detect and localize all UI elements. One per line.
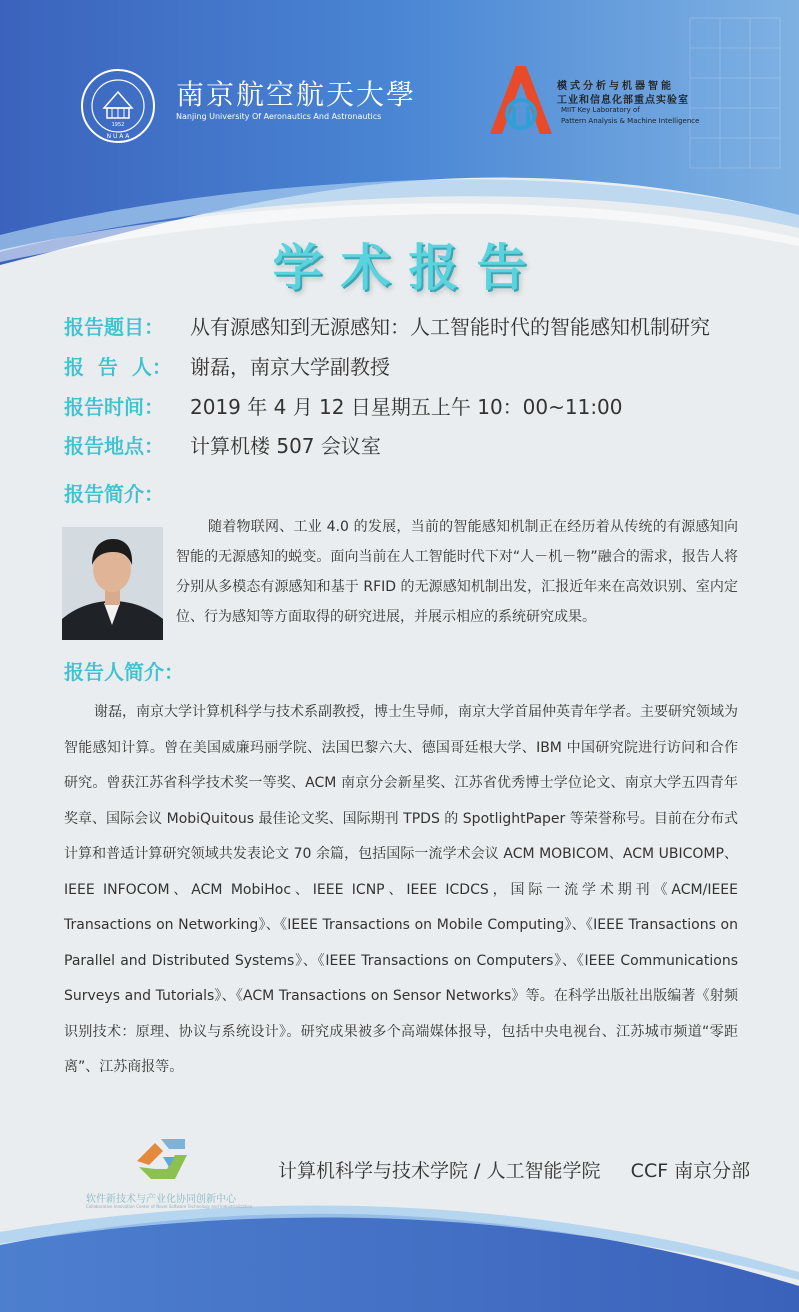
- field-topic-label: 报告题目：: [64, 315, 164, 339]
- field-time: [64, 391, 623, 420]
- field-topic: [64, 311, 710, 340]
- lab-name-en-line2: Pattern Analysis & Machine Intelligence: [561, 117, 700, 125]
- poster-title: 学术报告: [272, 238, 545, 297]
- field-time-label: 报告时间：: [64, 395, 164, 419]
- lab-name-cn-line2: 工业和信息化部重点实验室: [557, 95, 689, 106]
- university-name-en: Nanjing University Of Aeronautics And Astronautics: [176, 112, 382, 121]
- collaborative-center-logo: [133, 1135, 191, 1187]
- lab-name-cn-line1: 模式分析与机器智能: [557, 81, 674, 92]
- field-location-value: 计算机楼 507 会议室: [190, 434, 381, 458]
- seal-initials: N U A A: [106, 133, 130, 140]
- field-speaker-label: 报 告 人：: [64, 355, 172, 379]
- bio-heading: 报告人简介：: [64, 660, 184, 684]
- abstract-text: 随着物联网、工业 4.0 的发展，当前的智能感知机制正在经历着从传统的有源感知向智能的无源感知的蜕变。面向当前在人工智能时代下对“人－机－物”融合的需求，报告人将分别从多模态有源感知和基于 RFID 的无源感知机制出发，汇报近年来在高效识别、室内定位、行为感知等方面取得的研究进展，并展示相应的系统研究成果。: [176, 519, 738, 625]
- field-topic-value: 从有源感知到无源感知：人工智能时代的智能感知机制研究: [190, 315, 710, 339]
- lab-logo: [486, 62, 556, 136]
- lab-name-en-line1: MIIT Key Laboratory of: [561, 106, 640, 114]
- speaker-portrait-icon: [62, 527, 163, 640]
- abstract-heading: 报告简介：: [64, 482, 164, 506]
- nuaa-seal-logo: [80, 68, 156, 144]
- field-location-label: 报告地点：: [64, 434, 164, 458]
- university-name-cn: 南京航空航天大學: [176, 78, 417, 111]
- organizers: 计算机科学与技术学院 / 人工智能学院 CCF 南京分部: [278, 1160, 751, 1182]
- field-speaker: [64, 351, 390, 380]
- field-time-value: 2019 年 4 月 12 日星期五上午 10：00~11:00: [190, 395, 623, 419]
- speaker-photo: [62, 527, 163, 640]
- collaborative-center-name-cn: 软件新技术与产业化协同创新中心: [86, 1194, 236, 1205]
- collaborative-center-name-en: Collaborative Innovation Center of Novel Software Technology and Industrialization: [86, 1204, 253, 1209]
- field-location: [64, 430, 381, 459]
- seal-year: 1952: [111, 122, 125, 128]
- field-speaker-value: 谢磊，南京大学副教授: [190, 355, 390, 379]
- bio-text: 谢磊，南京大学计算机科学与技术系副教授，博士生导师，南京大学首届仲英青年学者。主要研究领域为智能感知计算。曾在美国威廉玛丽学院、法国巴黎六大、德国哥廷根大学、IBM 中国研究院进行访问和合作研究。曾获江苏省科学技术奖一等奖、ACM 南京分会新星奖、江苏省优秀博士学位论文、南京大学五四青年奖章、国际会议 MobiQuitous 最佳论文奖、国际期刊 TPDS 的 SpotlightPaper 等荣誉称号。目前在分布式计算和普适计算研究领域共发表论文 70 余篇，包括国际一流学术会议 ACM MOBICOM、ACM UBICOMP、IEEE INFOCOM、ACM MobiHoc、IEEE ICNP、IEEE ICDCS，国际一流学术期刊《ACM/IEEE Transactions on Networking》、《IEEE Transactions on Mobile Computing》、《IEEE Transactions on Parallel and Distributed Systems》、《IEEE Transactions on Computers》、《IEEE Communications Surveys and Tutorials》、《ACM Transactions on Sensor Networks》等。在科学出版社出版编著《射频识别技术：原理、协议与系统设计》。研究成果被多个高端媒体报导，包括中央电视台、江苏城市频道“零距离”、江苏商报等。: [64, 704, 738, 1075]
